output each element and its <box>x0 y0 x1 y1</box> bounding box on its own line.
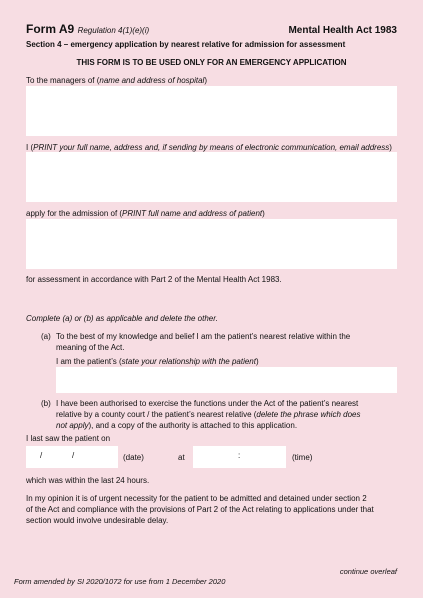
regulation: Regulation 4(1)(e)(i) <box>77 26 150 35</box>
assessment-text: for assessment in accordance with Part 2 of the Mental Health Act 1983. <box>26 275 282 284</box>
act-title: Mental Health Act 1983 <box>288 25 397 36</box>
last-saw-label: I last saw the patient on <box>26 434 111 443</box>
patient-label: apply for the admission of (PRINT full name and address of patient) <box>26 209 265 218</box>
continue-overleaf: continue overleaf <box>339 567 397 576</box>
at-label: at <box>178 453 185 462</box>
option-b-text-3: not apply), and a copy of the authority is attached to this application. <box>56 421 298 430</box>
date-separator-1: / <box>40 451 43 460</box>
instruction-text: Complete (a) or (b) as applicable and delete the other. <box>26 314 218 323</box>
section-title: Section 4 – emergency application by nearest relative for admission for assessment <box>26 40 346 49</box>
opinion-line-1: In my opinion it is of urgent necessity for the patient to be admitted and detained under section 2 <box>26 494 367 503</box>
opinion-line-3: section would involve undesirable delay. <box>26 516 169 525</box>
amendment-note: Form amended by SI 2020/1072 for use from 1 December 2020 <box>14 577 226 586</box>
patient-field[interactable] <box>26 219 397 269</box>
applicant-field[interactable] <box>26 152 397 202</box>
form-number: Form A9 Regulation 4(1)(e)(i) <box>26 22 150 36</box>
option-a-marker: (a) <box>41 332 51 341</box>
applicant-label: I (PRINT your full name, address and, if sending by means of electronic communication, email address) <box>26 143 392 152</box>
option-b-marker: (b) <box>41 399 51 408</box>
date-label: (date) <box>123 453 144 462</box>
within-24-hours-text: which was within the last 24 hours. <box>26 476 150 485</box>
managers-label: To the managers of (name and address of hospital) <box>26 76 208 85</box>
date-field[interactable] <box>26 446 118 468</box>
date-separator-2: / <box>72 451 75 460</box>
option-b-text-2: relative by a county court / the patient’s nearest relative (delete the phrase which does <box>56 410 361 419</box>
relationship-field[interactable] <box>56 367 397 393</box>
option-a-text-2: meaning of the Act. <box>56 343 125 352</box>
relationship-label: I am the patient’s (state your relationship with the patient) <box>56 357 259 366</box>
emergency-warning: THIS FORM IS TO BE USED ONLY FOR AN EMERGENCY APPLICATION <box>76 58 347 67</box>
option-b-text-1: I have been authorised to exercise the functions under the Act of the patient’s nearest <box>56 399 359 408</box>
time-label: (time) <box>292 453 313 462</box>
opinion-line-2: of the Act and compliance with the provisions of Part 2 of the Act relating to applications under that <box>26 505 374 514</box>
time-separator: : <box>238 451 241 460</box>
time-field[interactable] <box>193 446 286 468</box>
option-a-text-1: To the best of my knowledge and belief I am the patient’s nearest relative within the <box>56 332 351 341</box>
hospital-field[interactable] <box>26 86 397 136</box>
